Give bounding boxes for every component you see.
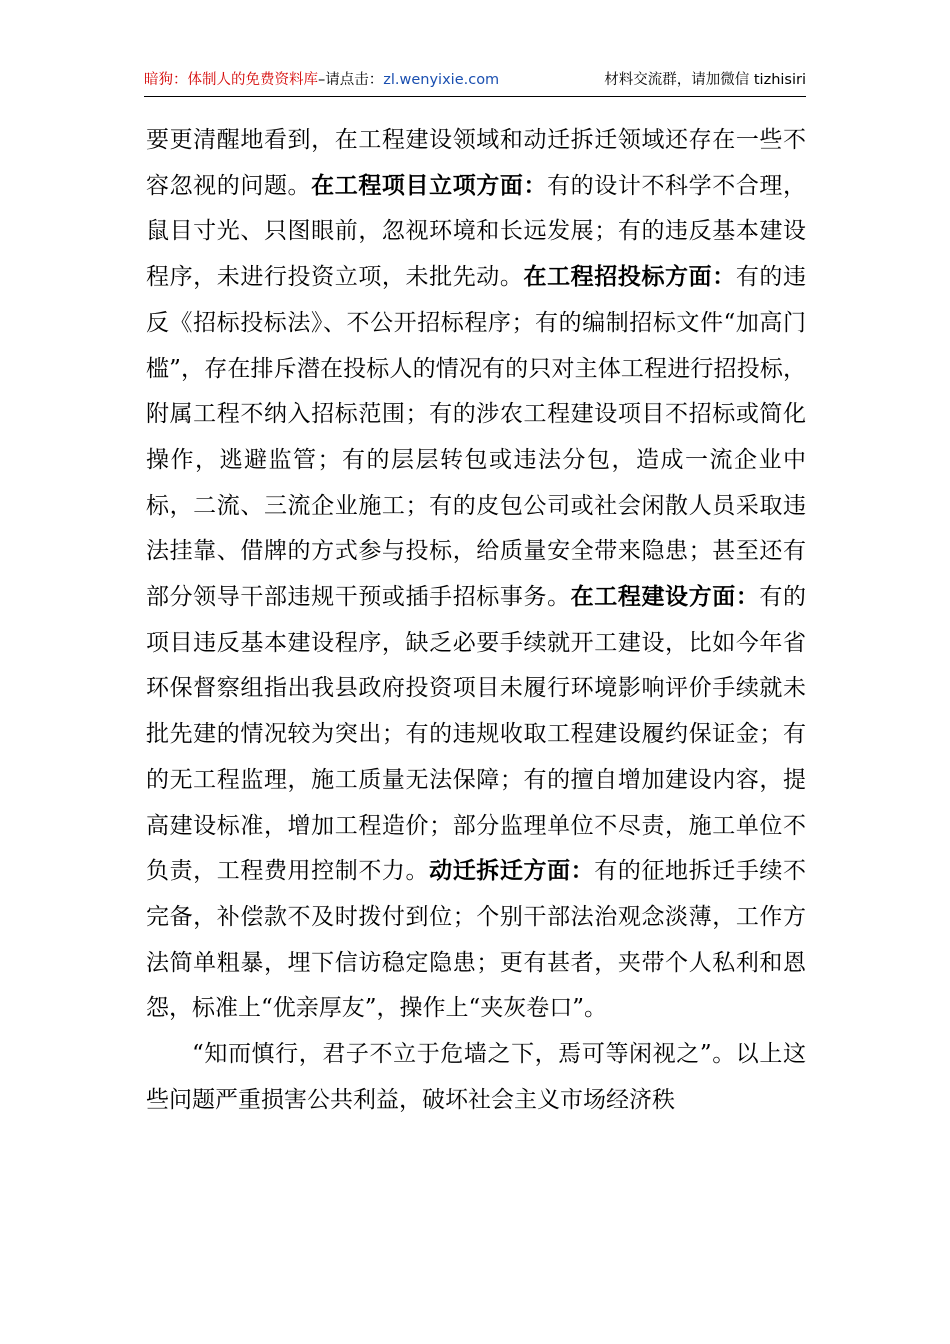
paragraph-text: 有的违反《招标投标法》、不公开招标程序；有的编制招标文件“加高门槛”，存在排斥潜在投标人的情况有的只对主体工程进行招投标，附属工程不纳入招标范围；有的涉农工程建设项目不招标或简化操作，逃避监管；有的层层转包或违法分包，造成一流企业中标，二流、三流企业施工；有的皮包公司或社会闲散人员采取违法挂靠、借牌的方式参与投标，给质量安全带来隐患；甚至还有部分领导干部违规干预或插手招标事务。 bbox=[146, 264, 807, 611]
page-header bbox=[144, 66, 806, 97]
header-link[interactable]: zl.wenyixie.com bbox=[383, 72, 500, 88]
header-prompt: –请点击： bbox=[318, 72, 384, 88]
paragraph-text: 有的征地拆迁手续不完备，补偿款不及时拨付到位；个别干部法治观念淡薄，工作方法简单粗暴，埋下信访稳定隐患；更有甚者，夹带个人私利和恩怨，标准上“优亲厚友”，操作上“夹灰卷口”。 bbox=[146, 858, 807, 1022]
body-paragraph: “知而慎行，君子不立于危墙之下，焉可等闲视之”。以上这些问题严重损害公共利益，破坏社会主义市场经济秩 bbox=[146, 1041, 806, 1113]
section-heading-construction: 在工程建设方面： bbox=[570, 584, 760, 611]
header-brand: 暗狗：体制人的免费资料库 bbox=[144, 72, 318, 88]
section-heading-demolition: 动迁拆迁方面： bbox=[429, 858, 595, 885]
paragraph-text: 要更清醒地看到，在工程建设领域和动迁拆迁领域还存在一些不容忽视的问题。 bbox=[146, 127, 806, 199]
header-contact: 材料交流群，请加微信 tizhisiri bbox=[604, 72, 806, 88]
document-body bbox=[146, 118, 806, 1123]
paragraph-text: 有的项目违反基本建设程序，缺乏必要手续就开工建设，比如今年省环保督察组指出我县政府投资项目未履行环境影响评价手续就未批先建的情况较为突出；有的违规收取工程建设履约保证金；有的无工程监理，施工质量无法保障；有的擅自增加建设内容，提高建设标准，增加工程造价；部分监理单位不尽责，施工单位不负责，工程费用控制不力。 bbox=[146, 584, 807, 885]
body-paragraph bbox=[146, 118, 806, 1032]
section-heading-project-approval: 在工程项目立项方面： bbox=[311, 172, 548, 199]
section-heading-bidding: 在工程招投标方面： bbox=[523, 264, 736, 291]
paragraph-text: 有的设计不科学不合理，鼠目寸光、只图眼前，忽视环境和长远发展；有的违反基本建设程序，未进行投资立项，未批先动。 bbox=[146, 172, 807, 291]
